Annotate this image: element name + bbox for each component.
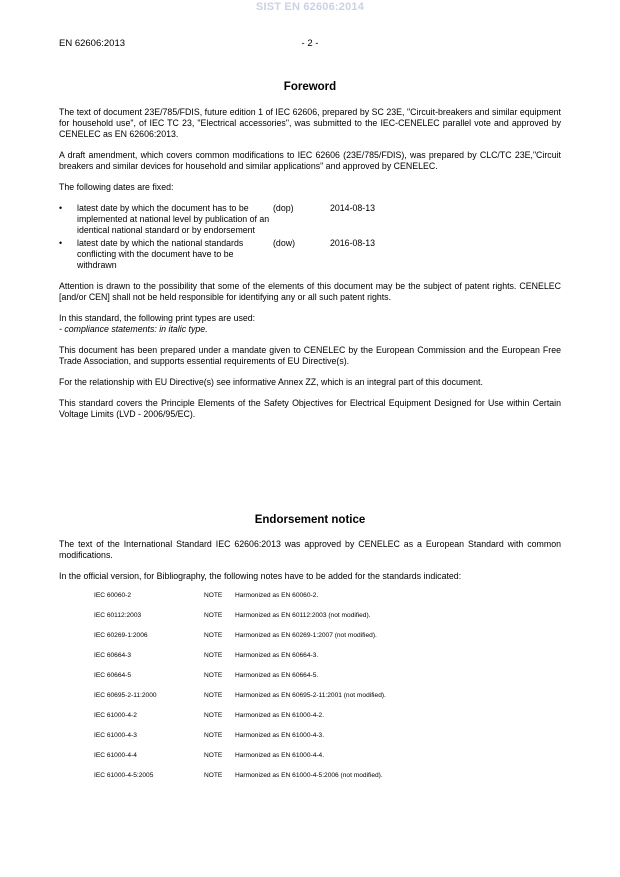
note-text: Harmonized as EN 60269-1:2007 (not modified).: [235, 632, 377, 639]
standard-ref: IEC 60269-1:2006: [94, 632, 148, 639]
date-code: (dow): [273, 238, 295, 248]
note-text: Harmonized as EN 60664-5.: [235, 672, 319, 679]
date-description: latest date by which the document has to be implemented at national level by publication of an identical national standard or by endorsement: [77, 203, 270, 235]
note-label: NOTE: [204, 732, 223, 739]
note-row: [59, 772, 561, 792]
note-label: NOTE: [204, 712, 223, 719]
note-row: [59, 692, 561, 712]
standard-ref: IEC 61000-4-3: [94, 732, 137, 739]
date-value: 2016-08-13: [330, 238, 375, 248]
endorsement-section: [59, 514, 561, 792]
page-number: - 2 -: [301, 38, 319, 49]
document-id: EN 62606:2013: [59, 38, 126, 49]
note-label: NOTE: [204, 672, 223, 679]
bullet-icon: •: [59, 203, 63, 213]
date-description: latest date by which the national standards conflicting with the document have to be withdrawn: [77, 238, 244, 270]
paragraph: For the relationship with EU Directive(s) see informative Annex ZZ, which is an integral part of this document.: [59, 377, 483, 387]
note-row: [59, 632, 561, 652]
note-row: [59, 752, 561, 772]
note-label: NOTE: [204, 592, 223, 599]
paragraph: This standard covers the Principle Elements of the Safety Objectives for Electrical Equipment Designed for Use within Certain Voltage Limits (LVD - 2006/95/EC).: [59, 398, 561, 419]
standard-ref: IEC 60695-2-11:2000: [94, 692, 157, 699]
standard-ref: IEC 60112:2003: [94, 612, 142, 619]
note-label: NOTE: [204, 752, 223, 759]
note-label: NOTE: [204, 772, 223, 779]
note-row: [59, 672, 561, 692]
paragraph: The following dates are fixed:: [59, 182, 174, 192]
note-row: [59, 712, 561, 732]
standard-ref: IEC 60664-3: [94, 652, 132, 659]
note-text: Harmonized as EN 60060-2.: [235, 592, 319, 599]
paragraph: Attention is drawn to the possibility that some of the elements of this document may be the subject of patent rights. CENELEC [and/or CEN] shall not be held responsible for identifying any or all such patent rights.: [59, 281, 561, 302]
note-label: NOTE: [204, 652, 223, 659]
dates-list: [59, 203, 561, 271]
note-text: Harmonized as EN 60664-3.: [235, 652, 319, 659]
standard-ref: IEC 61000-4-5:2005: [94, 772, 154, 779]
bullet-icon: •: [59, 238, 63, 248]
standard-ref: IEC 60664-5: [94, 672, 132, 679]
note-row: [59, 652, 561, 672]
date-item: [59, 238, 561, 271]
note-text: Harmonized as EN 61000-4-3.: [235, 732, 325, 739]
endorsement-title: Endorsement notice: [254, 514, 366, 526]
note-label: NOTE: [204, 632, 223, 639]
foreword-section: [59, 81, 561, 430]
note-label: NOTE: [204, 692, 223, 699]
notes-list: [59, 592, 561, 792]
print-types-intro: In this standard, the following print types are used:: [59, 313, 256, 323]
paragraph: A draft amendment, which covers common modifications to IEC 62606 (23E/785/FDIS), was prepared by CLC/TC 23E,"Circuit breakers and similar devices for household and similar applications" and approved by CENELEC.: [59, 150, 561, 171]
foreword-title: Foreword: [283, 81, 337, 93]
note-text: Harmonized as EN 60695-2-11:2001 (not modified).: [235, 692, 386, 699]
note-text: Harmonized as EN 60112:2003 (not modified).: [235, 612, 371, 619]
paragraph: The text of the International Standard IEC 62606:2013 was approved by CENELEC as a European Standard with common modifications.: [59, 539, 561, 560]
watermark: SIST EN 62606:2014: [255, 1, 365, 13]
note-text: Harmonized as EN 61000-4-2.: [235, 712, 325, 719]
note-text: Harmonized as EN 61000-4-5:2006 (not modified).: [235, 772, 383, 779]
paragraph: In the official version, for Bibliography, the following notes have to be added for the standards indicated:: [59, 571, 462, 581]
date-item: [59, 203, 561, 236]
date-value: 2014-08-13: [330, 203, 375, 213]
paragraph: The text of document 23E/785/FDIS, future edition 1 of IEC 62606, prepared by SC 23E, "Circuit-breakers and similar equipment for household use", of IEC TC 23, "Electrical accessories", was submitted to the IEC-CENELEC parallel vote and approved by CENELEC as EN 62606:2013.: [59, 107, 561, 139]
standard-ref: IEC 60060-2: [94, 592, 132, 599]
paragraph: [59, 313, 561, 335]
note-row: [59, 592, 561, 612]
note-text: Harmonized as EN 61000-4-4.: [235, 752, 325, 759]
paragraph: This document has been prepared under a mandate given to CENELEC by the European Commission and the European Free Trade Association, and supports essential requirements of EU Directive(s).: [59, 345, 561, 366]
standard-ref: IEC 61000-4-4: [94, 752, 137, 759]
print-types-italic: - compliance statements: in italic type.: [59, 324, 208, 334]
date-code: (dop): [273, 203, 294, 213]
note-row: [59, 732, 561, 752]
note-row: [59, 612, 561, 632]
standard-ref: IEC 61000-4-2: [94, 712, 137, 719]
note-label: NOTE: [204, 612, 223, 619]
